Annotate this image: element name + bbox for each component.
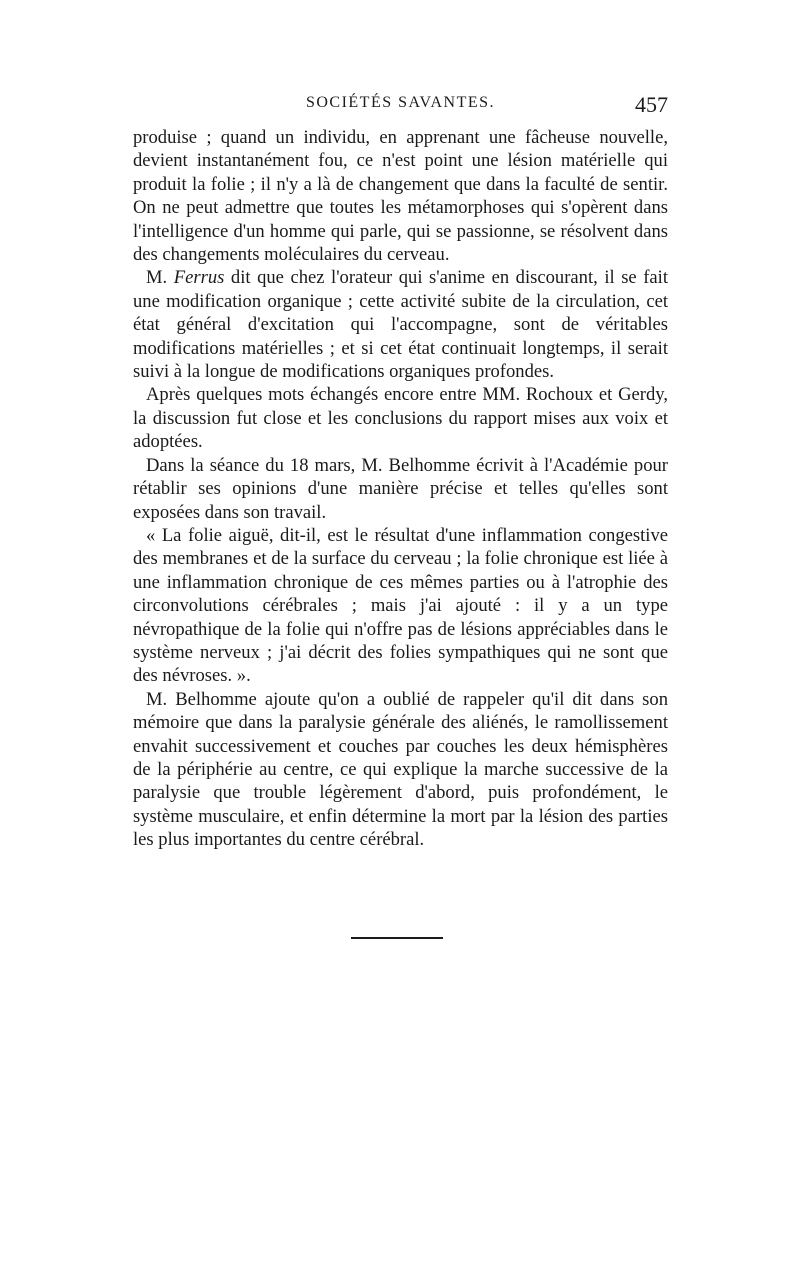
paragraph-prefix: M. <box>146 267 174 289</box>
paragraph-seance-18-mars: Dans la séance du 18 mars, M. Belhomme écrivit à l'Académie pour rétablir ses opinions d'une manière précise et telles qu'elles sont exposées dans son travail. <box>133 454 668 523</box>
body-text <box>133 126 668 852</box>
paragraph-continuation: produise ; quand un individu, en apprenant une fâcheuse nouvelle, devient instantanément fou, ce n'est point une lésion matérielle qui produit la folie ; il n'y a là de changement que dans la faculté de sentir. On ne peut admettre que toutes les métamorphoses qui s'opèrent dans l'intelligence d'un homme qui parle, qui se passionne, se résolvent dans des changements moléculaires du cerveau. <box>133 127 668 266</box>
running-head <box>133 92 668 118</box>
paragraph-text: dit que chez l'orateur qui s'anime en discourant, il se fait une modification organique ; cette activité subite de la circulation, cet état général d'excitation qui l'accompagne, sont de véritables modifications matérielles ; et si cet état continuait longtemps, il serait suivi à la longue de modifications organiques profondes. <box>133 267 668 383</box>
running-title: SOCIÉTÉS SAVANTES. <box>305 94 496 111</box>
speaker-name-ferrus: Ferrus <box>173 267 225 289</box>
section-end-rule <box>351 937 443 939</box>
paragraph-discussion-close: Après quelques mots échangés encore entre MM. Rochoux et Gerdy, la discussion fut close et les conclusions du rapport mises aux voix et adoptées. <box>133 384 668 453</box>
page-number: 457 <box>635 92 668 117</box>
paragraph-belhomme-ajoute: M. Belhomme ajoute qu'on a oublié de rappeler qu'il dit dans son mémoire que dans la paralysie générale des aliénés, le ramollissement envahit successivement et couches par couches les deux hémisphères de la périphérie au centre, ce qui explique la marche successive de la paralysie que trouble légèrement d'abord, puis profondément, le système musculaire, et enfin détermine la mort par la lésion des parties les plus importantes du centre cérébral. <box>133 688 668 851</box>
paragraph-quote-belhomme: « La folie aiguë, dit-il, est le résultat d'une inflammation congestive des membranes et de la surface du cerveau ; la folie chronique est liée à une inflammation chronique de ces mêmes parties ou à l'atrophie des circonvolutions cérébrales ; mais j'ai ajouté : il y a un type névropathique de la folie qui n'offre pas de lésions appréciables dans le système nerveux ; j'ai décrit des folies sympathiques qui ne sont que des névroses. ». <box>133 524 668 687</box>
paragraph-ferrus <box>133 266 668 383</box>
